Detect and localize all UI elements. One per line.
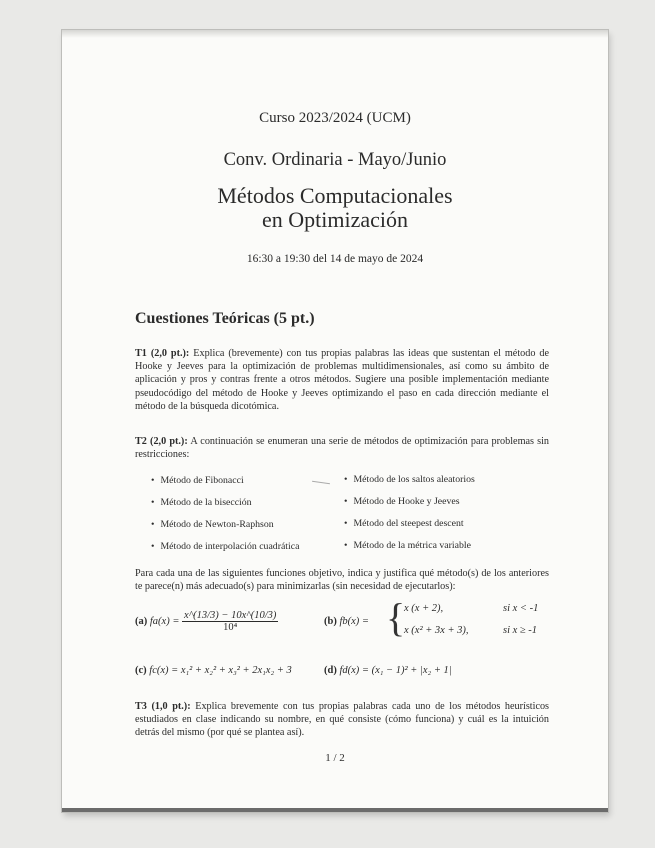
method-list-item: • Método de Newton-Raphson bbox=[151, 519, 274, 530]
question-t2-text: A continuación se enumeran una serie de métodos de optimización para problemas sin restricciones: bbox=[135, 436, 550, 461]
function-d-expression: fd(x) = (x₁ − 1)² + |x₂ + 1| bbox=[339, 665, 452, 676]
question-t3-text: Explica brevemente con tus propias palabras cada uno de los métodos heurísticos estudiados en clase indicando su nombre, en qué consiste (cómo funciona) y cuál es la intuición detrás del mismo (por qué se plantea así). bbox=[135, 701, 550, 739]
question-t1-text: Explica (brevemente) con tus propias palabras las ideas que sustentan el método de Hooke y Jeeves para la optimización de problemas multidimensionales, así como su ámbito de aplicación y pros y contras frente a otros métodos. Sugiere una posible implementación mediante pseudocódigo del método de Hooke y Jeeves optimizando el paso en cada dirección mediante el método de la búsqueda dicotómica. bbox=[135, 348, 550, 412]
function-b-condition1: si x < -1 bbox=[503, 603, 539, 614]
method-list-item: • Método de la bisección bbox=[151, 497, 252, 508]
method-list-item: • Método de los saltos aleatorios bbox=[344, 474, 475, 485]
page-number: 1 / 2 bbox=[325, 752, 345, 764]
function-b-case2: x (x² + 3x + 3), bbox=[404, 625, 469, 636]
function-b-label: (b) bbox=[324, 616, 337, 627]
method-list-item: • Método del steepest descent bbox=[344, 518, 464, 529]
method-list-item: • Método de Hooke y Jeeves bbox=[344, 496, 460, 507]
function-b-brace: { bbox=[386, 595, 406, 640]
question-t3-label: T3 (1,0 pt.): bbox=[135, 701, 191, 712]
question-t2-label: T2 (2,0 pt.): bbox=[135, 436, 188, 447]
function-a-lhs: fa(x) = bbox=[149, 615, 180, 627]
method-list-item: • Método de Fibonacci bbox=[151, 475, 244, 486]
function-b bbox=[324, 616, 369, 627]
method-list-item: • Método de interpolación cuadrática bbox=[151, 541, 299, 552]
question-t1-label: T1 (2,0 pt.): bbox=[135, 348, 190, 359]
convocation-title: Conv. Ordinaria - Mayo/Junio bbox=[223, 150, 447, 170]
function-a-denominator: 10⁴ bbox=[223, 622, 238, 633]
question-t1 bbox=[135, 347, 549, 413]
method-list-item: • Método de la métrica variable bbox=[344, 540, 471, 551]
scan-edge-top bbox=[62, 30, 608, 38]
function-b-case1: x (x + 2), bbox=[404, 603, 444, 614]
function-d bbox=[324, 665, 452, 676]
function-b-lhs: fb(x) = bbox=[339, 616, 369, 627]
function-b-condition2: si x ≥ -1 bbox=[503, 625, 538, 636]
question-t2-instruction: Para cada una de las siguientes funciones objetivo, indica y justifica qué método(s) de los anteriores te parece(n) más adecuado(s) para minimizarlas (sin necesidad de ejecutarlos): bbox=[135, 568, 549, 593]
function-a-label: (a) bbox=[135, 615, 148, 627]
function-c bbox=[135, 665, 292, 676]
exam-schedule: 16:30 a 19:30 del 14 de mayo de 2024 bbox=[246, 253, 424, 265]
function-c-label: (c) bbox=[135, 665, 147, 676]
function-a-fraction bbox=[182, 610, 278, 633]
function-a-numerator: x^(13/3) − 10x^(10/3) bbox=[184, 610, 277, 621]
section-title: Cuestiones Teóricas (5 pt.) bbox=[135, 310, 315, 327]
course-label: Curso 2023/2024 (UCM) bbox=[259, 110, 411, 126]
pen-mark bbox=[312, 481, 330, 484]
subject-title-line1: Métodos Computacionales bbox=[217, 183, 453, 208]
subject-title-line2: en Optimización bbox=[261, 207, 408, 232]
exam-page bbox=[62, 30, 608, 812]
scan-edge-bottom bbox=[62, 808, 608, 812]
question-t3 bbox=[135, 700, 549, 740]
question-t2 bbox=[135, 435, 549, 461]
function-a bbox=[135, 610, 278, 633]
function-c-expression: fc(x) = x₁² + x₂² + x₃² + 2x₁x₂ + 3 bbox=[149, 665, 292, 676]
function-d-label: (d) bbox=[324, 665, 337, 676]
